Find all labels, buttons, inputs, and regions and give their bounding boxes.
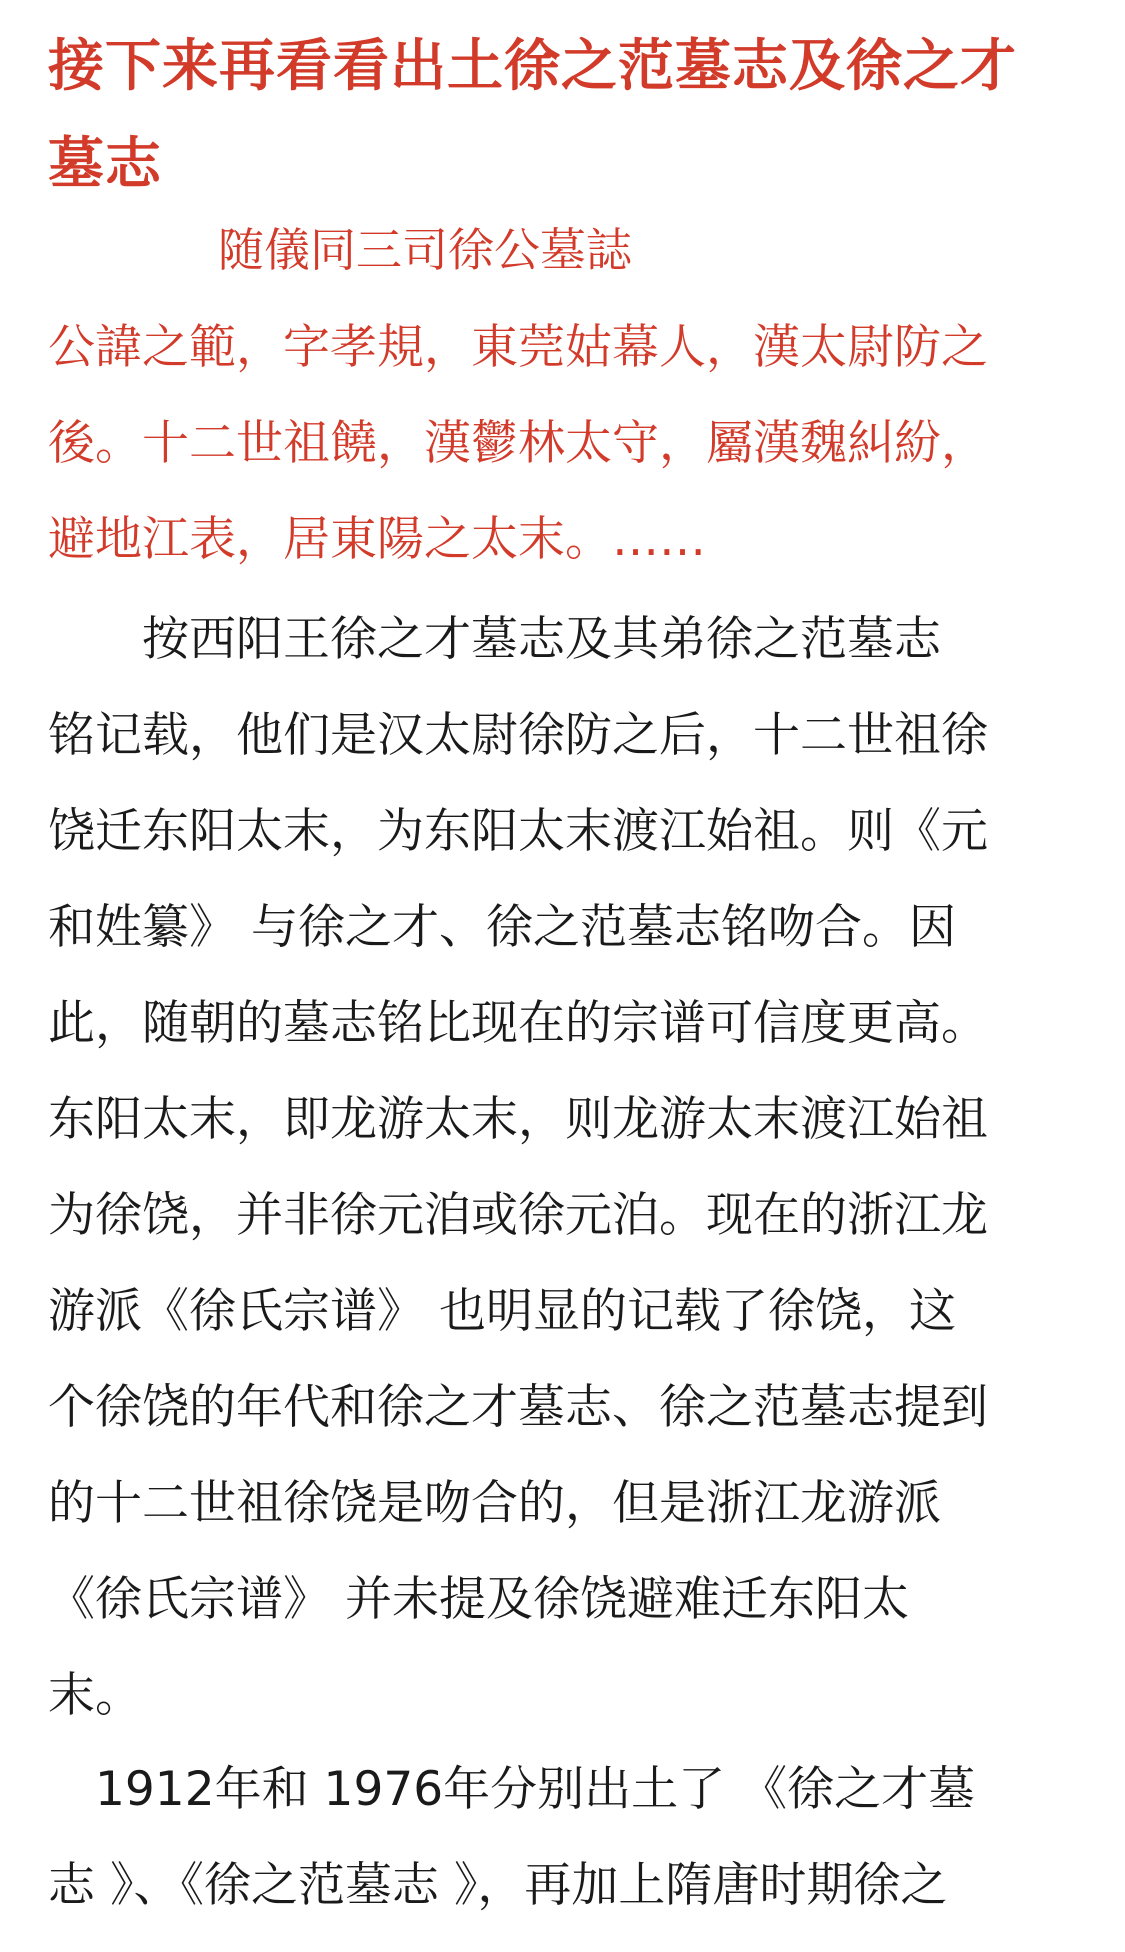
quote-line: 公諱之範，字孝規，東莞姑幕人，漢太尉防之 — [48, 320, 988, 375]
paragraph-line: 铭记载，他们是汉太尉徐防之后，十二世祖徐 — [48, 708, 988, 763]
paragraph-line: 末。 — [48, 1668, 142, 1723]
heading-line-1: 接下来再看看出土徐之范墓志及徐之才 — [48, 34, 1017, 99]
paragraph-line: 此，随朝的墓志铭比现在的宗谱可信度更高。 — [48, 996, 988, 1051]
paragraph-line: 1912年和 1976年分别出土了 《徐之才墓 — [48, 1762, 976, 1817]
paragraph-2 — [48, 1760, 975, 1952]
inscription-quote — [48, 318, 988, 606]
quote-line: 避地江表，居東陽之太末。…… — [48, 512, 706, 567]
paragraph-line: 和姓纂》 与徐之才、徐之范墓志铭吻合。因 — [48, 900, 956, 955]
paragraph-line: 饶迁东阳太末，为东阳太末渡江始祖。则《元 — [48, 804, 988, 859]
paragraph-line: 《徐氏宗谱》 并未提及徐饶避难迁东阳太 — [48, 1572, 909, 1627]
paragraph-line: 游派《徐氏宗谱》 也明显的记载了徐饶，这 — [48, 1284, 956, 1339]
paragraph-1 — [48, 610, 988, 1762]
paragraph-line: 志 》、《徐之范墓志 》，再加上隋唐时期徐之 — [48, 1858, 948, 1913]
article-heading — [48, 18, 1088, 214]
paragraph-line: 按西阳王徐之才墓志及其弟徐之范墓志 — [48, 612, 941, 667]
paragraph-line: 个徐饶的年代和徐之才墓志、徐之范墓志提到 — [48, 1380, 988, 1435]
inscription-title: 随儀同三司徐公墓誌 — [218, 223, 632, 277]
heading-line-2: 墓志 — [48, 132, 162, 197]
quote-line: 後。十二世祖饒，漢鬱林太守，屬漢魏糾紛， — [48, 416, 988, 471]
paragraph-line: 的十二世祖徐饶是吻合的，但是浙江龙游派 — [48, 1476, 941, 1531]
paragraph-line: 东阳太末，即龙游太末，则龙游太末渡江始祖 — [48, 1092, 988, 1147]
paragraph-line: 为徐饶，并非徐元洎或徐元泊。现在的浙江龙 — [48, 1188, 988, 1243]
